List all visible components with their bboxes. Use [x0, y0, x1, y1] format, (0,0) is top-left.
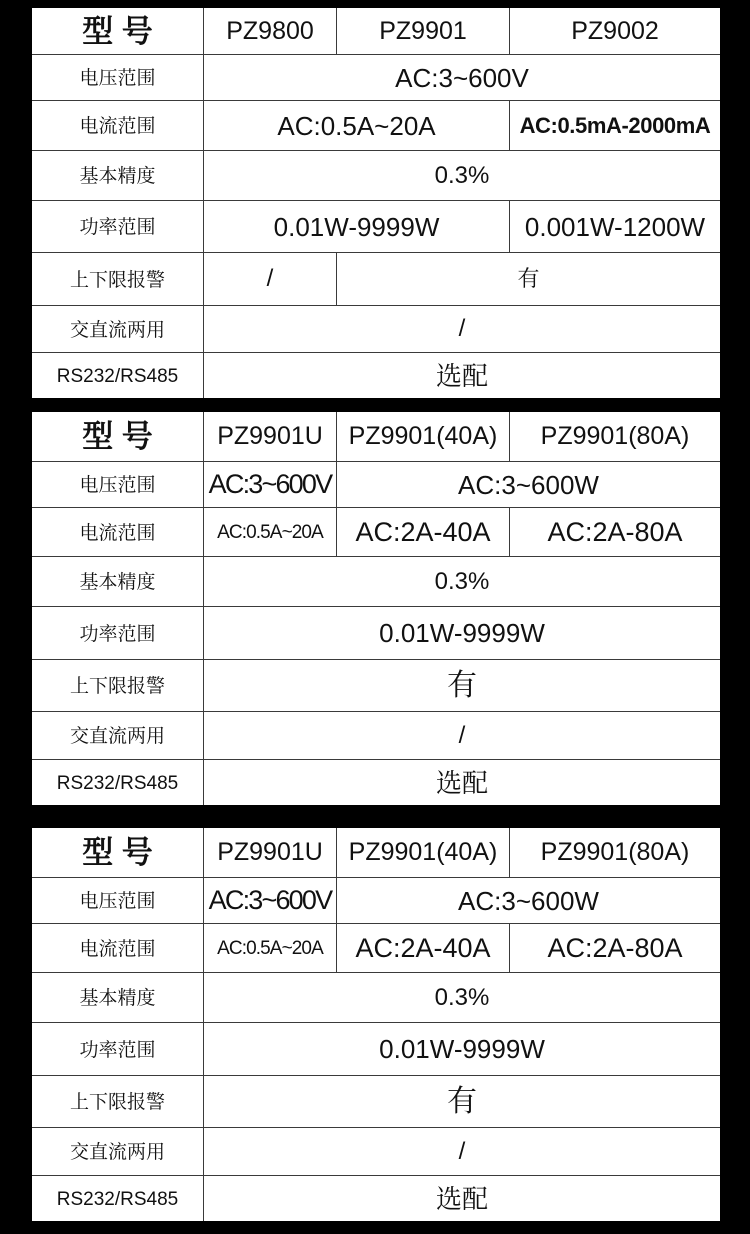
- model-name-pz9901-40a: PZ9901(40A): [337, 828, 509, 877]
- current-range-value: AC:2A-80A: [510, 508, 720, 556]
- voltage-range-value: AC:3~600V: [204, 55, 720, 100]
- ac-dc-value: /: [204, 712, 720, 759]
- model-header-label: 型 号: [32, 828, 203, 877]
- model-name-pz9901u: PZ9901U: [204, 828, 336, 877]
- rs232-rs485-value: 选配: [204, 760, 720, 805]
- row-label-limit-alarm: 上下限报警: [32, 1076, 203, 1127]
- row-label-rs232-rs485: RS232/RS485: [32, 1176, 203, 1221]
- row-label-basic-accuracy: 基本精度: [32, 151, 203, 200]
- ac-dc-value: /: [204, 1128, 720, 1175]
- model-name-pz9901-40a: PZ9901(40A): [337, 412, 509, 461]
- row-label-rs232-rs485: RS232/RS485: [32, 353, 203, 398]
- row-label-power-range: 功率范围: [32, 607, 203, 659]
- model-header-label: 型 号: [32, 8, 203, 54]
- row-label-power-range: 功率范围: [32, 1023, 203, 1075]
- voltage-range-value: AC:3~600W: [337, 878, 720, 923]
- model-header-label: 型 号: [32, 412, 203, 461]
- limit-alarm-value: 有: [337, 253, 720, 305]
- basic-accuracy-value: 0.3%: [204, 557, 720, 606]
- limit-alarm-value: /: [204, 253, 336, 305]
- model-name-pz9901u: PZ9901U: [204, 412, 336, 461]
- row-label-limit-alarm: 上下限报警: [32, 253, 203, 305]
- row-label-current-range: 电流范围: [32, 101, 203, 150]
- row-label-ac-dc: 交直流两用: [32, 1128, 203, 1175]
- row-label-power-range: 功率范围: [32, 201, 203, 252]
- row-label-voltage-range: 电压范围: [32, 55, 203, 100]
- power-range-value: 0.001W-1200W: [510, 201, 720, 252]
- row-label-ac-dc: 交直流两用: [32, 306, 203, 352]
- model-name-pz9901: PZ9901: [337, 8, 509, 54]
- current-range-value: AC:0.5A~20A: [204, 101, 509, 150]
- current-range-value: AC:2A-80A: [510, 924, 720, 972]
- power-range-value: 0.01W-9999W: [204, 201, 509, 252]
- model-name-pz9002: PZ9002: [510, 8, 720, 54]
- row-label-voltage-range: 电压范围: [32, 878, 203, 923]
- basic-accuracy-value: 0.3%: [204, 973, 720, 1022]
- current-range-value: AC:0.5A~20A: [204, 924, 336, 972]
- model-name-pz9901-80a: PZ9901(80A): [510, 828, 720, 877]
- limit-alarm-value: 有: [204, 1076, 720, 1127]
- power-range-value: 0.01W-9999W: [204, 1023, 720, 1075]
- limit-alarm-value: 有: [204, 660, 720, 711]
- model-name-pz9800: PZ9800: [204, 8, 336, 54]
- basic-accuracy-value: 0.3%: [204, 151, 720, 200]
- row-label-basic-accuracy: 基本精度: [32, 973, 203, 1022]
- current-range-value: AC:2A-40A: [337, 508, 509, 556]
- power-range-value: 0.01W-9999W: [204, 607, 720, 659]
- row-label-current-range: 电流范围: [32, 924, 203, 972]
- current-range-value: AC:2A-40A: [337, 924, 509, 972]
- voltage-range-value: AC:3~600V: [204, 878, 336, 923]
- row-label-basic-accuracy: 基本精度: [32, 557, 203, 606]
- model-name-pz9901-80a: PZ9901(80A): [510, 412, 720, 461]
- row-label-voltage-range: 电压范围: [32, 462, 203, 507]
- row-label-rs232-rs485: RS232/RS485: [32, 760, 203, 805]
- voltage-range-value: AC:3~600W: [337, 462, 720, 507]
- rs232-rs485-value: 选配: [204, 1176, 720, 1221]
- current-range-value: AC:0.5A~20A: [204, 508, 336, 556]
- row-label-limit-alarm: 上下限报警: [32, 660, 203, 711]
- ac-dc-value: /: [204, 306, 720, 352]
- current-range-value: AC:0.5mA-2000mA: [510, 101, 720, 150]
- spec-table-3: [32, 828, 720, 1221]
- row-label-ac-dc: 交直流两用: [32, 712, 203, 759]
- rs232-rs485-value: 选配: [204, 353, 720, 398]
- spec-table-1: [32, 8, 720, 398]
- row-label-current-range: 电流范围: [32, 508, 203, 556]
- spec-table-2: [32, 412, 720, 805]
- voltage-range-value: AC:3~600V: [204, 462, 336, 507]
